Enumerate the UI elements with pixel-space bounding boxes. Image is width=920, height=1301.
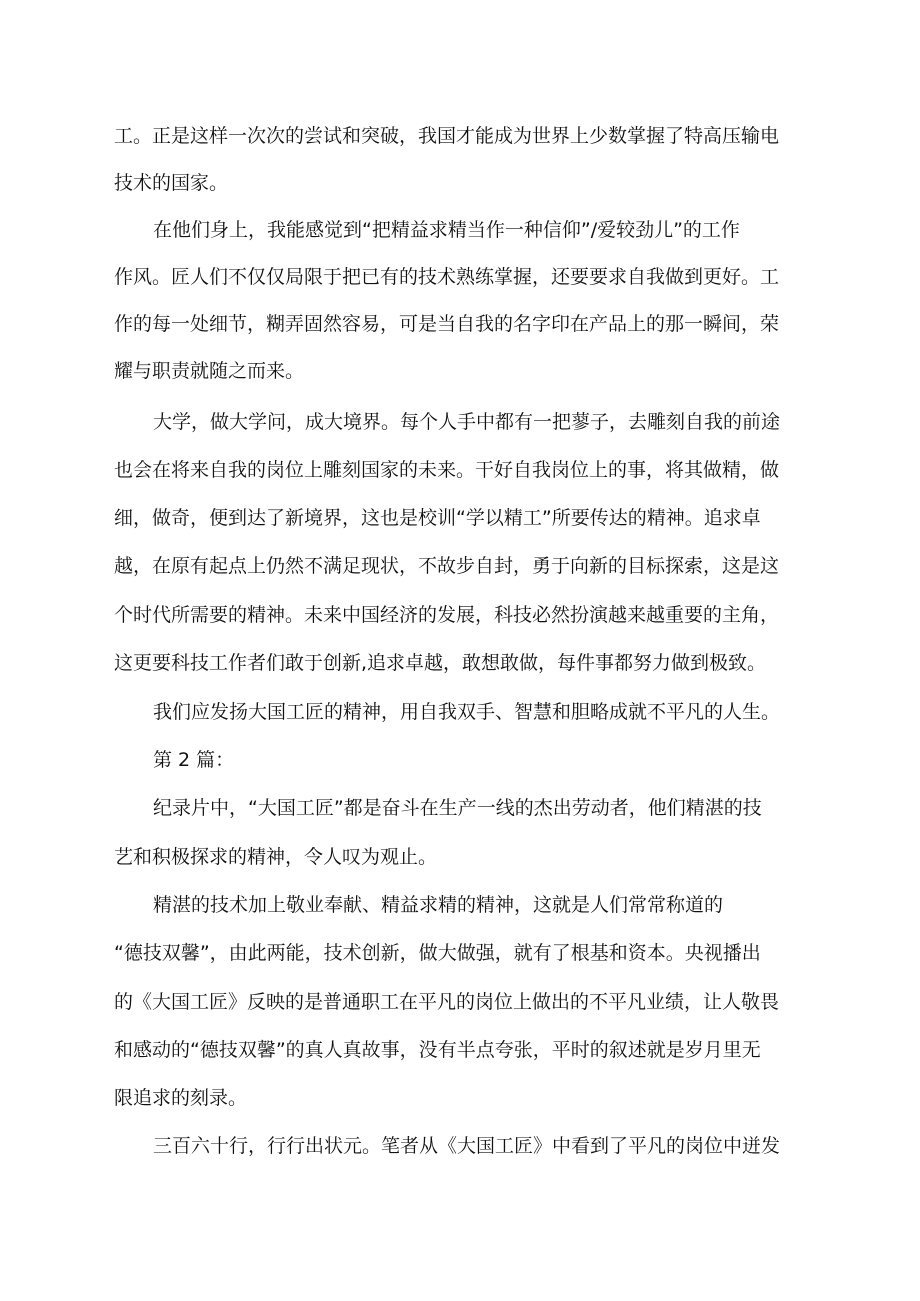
text-line: 和感动的“德技双馨”的真人真故事，没有半点夸张，平时的叙述就是岁月里无 (114, 1039, 761, 1061)
section-heading: 第 2 篇： (153, 749, 235, 771)
text-line: 技术的国家。 (114, 172, 229, 194)
text-line: 越，在原有起点上仍然不满足现状，不故步自封，勇于向新的目标探索，这是这 (114, 555, 780, 577)
text-line: 艺和积极探求的精神，令人叹为观止。 (114, 846, 438, 868)
paragraph-start-line: 纪录片中，“大国工匠”都是奋斗在生产一线的杰出劳动者，他们精湛的技 (153, 797, 762, 819)
text-line: 耀与职责就随之而来。 (114, 360, 305, 382)
paragraph-start-line: 在他们身上，我能感觉到“把精益求精当作一种信仰”/爱较劲儿”的工作 (153, 219, 740, 241)
paragraph-start-line: 三百六十行，行行出状元。笔者从《大国工匠》中看到了平凡的岗位中迸发 (153, 1135, 781, 1157)
paragraph-start-line: 精湛的技术加上敬业奉献、精益求精的精神，这就是人们常常称道的 (153, 894, 724, 916)
text-line: “德技双馨”，由此两能，技术创新，做大做强，就有了根基和资本。央视播出 (114, 942, 761, 964)
text-line: 个时代所需要的精神。未来中国经济的发展，科技必然扮演越来越重要的主角， (114, 604, 780, 626)
text-line: 细，做奇，便到达了新境界，这也是校训“学以精工”所要传达的精神。追求卓 (114, 507, 761, 529)
text-line: 作的每一处细节，糊弄固然容易，可是当自我的名字印在产品上的那一瞬间，荣 (114, 313, 780, 335)
text-line: 工。正是这样一次次的尝试和突破，我国才能成为世界上少数掌握了特高压输电 (114, 125, 780, 147)
text-line: 限追求的刻录。 (114, 1087, 248, 1109)
text-line: 作风。匠人们不仅仅局限于把已有的技术熟练掌握，还要要求自我做到更好。工 (114, 266, 780, 288)
text-line: 这更要科技工作者们敢于创新,追求卓越，敢想敢做，每件事都努力做到极致。 (114, 652, 767, 674)
paragraph-start-line: 我们应发扬大国工匠的精神，用自我双手、智慧和胆略成就不平凡的人生。 (153, 701, 781, 723)
text-line: 也会在将来自我的岗位上雕刻国家的未来。干好自我岗位上的事，将其做精，做 (114, 459, 780, 481)
text-line: 的《大国工匠》反映的是普通职工在平凡的岗位上做出的不平凡业绩，让人敬畏 (114, 991, 780, 1013)
paragraph-start-line: 大学，做大学问，成大境界。每个人手中都有一把蓼子，去雕刻自我的前途 (153, 411, 781, 433)
